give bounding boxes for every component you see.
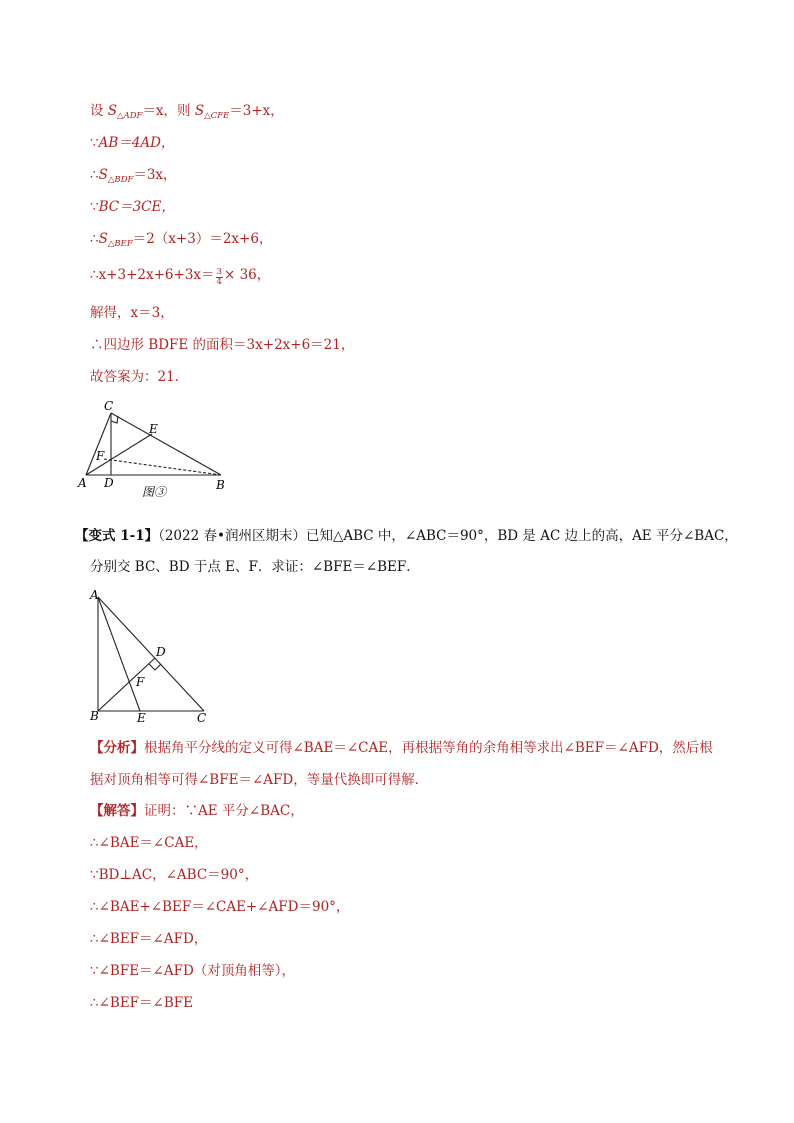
solution-line-2: ∵AB＝4AD， [90,135,175,151]
answer-line-4: ∴∠BAE+∠BEF＝∠CAE+∠AFD＝90°， [90,899,350,915]
variant-line-2: 分别交 BC、BD 于点 E、F．求证：∠BFE＝∠BEF． [90,559,420,575]
label-a: A [90,588,99,602]
analysis-tag: 【分析】 [90,740,144,756]
answer-tag: 【解答】 [90,803,144,819]
label-e: E [137,711,146,725]
segment-cb [111,413,221,475]
figure-caption: 图③ [142,485,167,499]
right-angle-mark-c [111,416,118,423]
variant-line-1: 【变式 1-1】（2022 春•润州区期末）已知△ABC 中，∠ABC＝90°，BD 是 AC 边上的高，AE 平分∠BAC， [75,528,738,544]
right-angle-mark-d [149,664,161,670]
solution-line-3: $\therefore S_{\triangle BDF}=3x$， [90,167,177,185]
label-f: F [136,675,145,689]
solution-line-4: ∵BC＝3CE， [90,199,175,215]
label-d: D [156,645,166,659]
answer-line-5: ∴∠BEF＝∠AFD， [90,931,208,947]
text-she: 设 [90,103,108,119]
answer-line-6: ∵∠BFE＝∠AFD（对顶角相等）， [90,963,296,979]
solution-line-8: ∴四边形 BDFE 的面积＝3x+2x+6＝21， [90,337,355,353]
label-b: B [216,478,225,492]
solution-line-1: 设 $S_{\triangle ADF}=x$，则 $S_{\triangle CFE}=3+x$， [90,103,284,121]
answer-line-3: ∵BD⊥AC，∠ABC＝90°， [90,867,259,883]
figure-3-triangle [74,396,234,504]
segment-bd [98,658,155,711]
label-b: B [90,709,99,723]
segment-ae [98,597,140,711]
label-e: E [149,422,158,436]
segment-ac [86,413,111,475]
label-d: D [104,476,114,490]
solution-line-5: $\therefore S_{\triangle BEF}=2(x+3)=2x+6$， [90,231,273,249]
fraction-three-quarters: $\frac{3}{4}$ [216,267,222,287]
variant-tag: 【变式 1-1】 [75,528,159,544]
label-c: C [104,399,114,413]
solution-line-6: ∴x+3+2x+6+3x＝ $\frac{3}{4}$ × 36， [90,267,271,287]
segment-ac [98,597,204,711]
answer-line-2: ∴∠BAE＝∠CAE， [90,835,208,851]
label-c: C [197,711,207,725]
analysis-line-1: 【分析】根据角平分线的定义可得∠BAE＝∠CAE，再根据等角的余角相等求出∠BEF＝∠AFD，然后根 [90,740,713,756]
figure-triangle-abc [86,585,216,725]
analysis-line-2: 据对顶角相等可得∠BFE＝∠AFD，等量代换即可得解． [90,772,429,788]
segment-fb-dashed [104,459,221,475]
solution-line-7: 解得，x＝3， [90,305,174,321]
answer-line-7: ∴∠BEF＝∠BFE [90,995,193,1011]
label-f: F [96,449,105,463]
answer-line-1: 【解答】证明：∵AE 平分∠BAC， [90,803,304,819]
solution-line-9: 故答案为：21． [90,369,189,385]
label-a: A [78,476,87,490]
